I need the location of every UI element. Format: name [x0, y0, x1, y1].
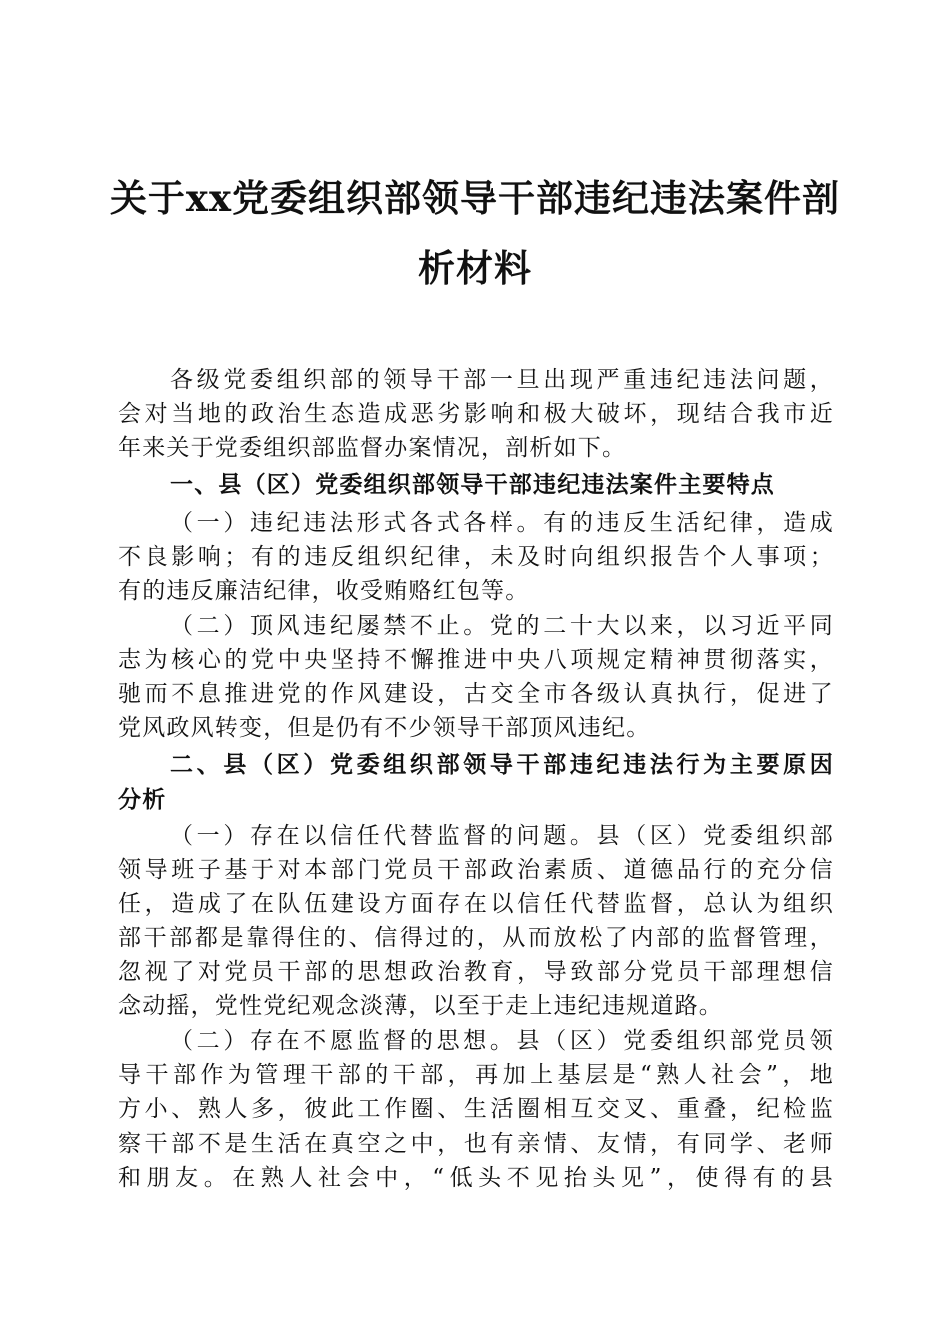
paragraph-line: 有的违反廉洁纪律，收受贿赂红包等。 [118, 578, 530, 604]
section-heading-1: 一、县（区）党委组织部领导干部违纪违法案件主要特点 [170, 472, 775, 498]
paragraph-line: 任，造成了在队伍建设方面存在以信任代替监督，总认为组织 [118, 891, 834, 917]
paragraph-line: 驰而不息推进党的作风建设，古交全市各级认真执行，促进了 [118, 681, 834, 707]
paragraph-line: 各级党委组织部的领导干部一旦出现严重违纪违法问题， [170, 367, 834, 393]
paragraph-line: 导干部作为管理干部的干部，再加上基层是“熟人社会”，地 [118, 1062, 834, 1088]
paragraph-line: 念动摇，党性党纪观念淡薄，以至于走上违纪违规道路。 [118, 993, 723, 1019]
paragraph-line: 部干部都是靠得住的、信得过的，从而放松了内部的监督管理， [118, 925, 834, 951]
paragraph-line: 忽视了对党员干部的思想政治教育，导致部分党员干部理想信 [118, 959, 834, 985]
paragraph-line: 察干部不是生活在真空之中，也有亲情、友情，有同学、老师 [118, 1131, 834, 1157]
paragraph-line: 年来关于党委组织部监督办案情况，剖析如下。 [118, 435, 627, 461]
paragraph-line: 党风政风转变，但是仍有不少领导干部顶风违纪。 [118, 715, 651, 741]
document-title-line-1: 关于xx党委组织部领导干部违纪违法案件剖 [109, 176, 841, 220]
paragraph-line: （二）顶风违纪屡禁不止。党的二十大以来，以习近平同 [170, 613, 834, 639]
paragraph-line: 和朋友。在熟人社会中，“低头不见抬头见”，使得有的县 [118, 1165, 834, 1191]
paragraph-line: （一）违纪违法形式各式各样。有的违反生活纪律，造成 [170, 510, 834, 536]
section-heading-2-cont: 分析 [118, 787, 167, 813]
paragraph-line: （一）存在以信任代替监督的问题。县（区）党委组织部 [170, 823, 834, 849]
paragraph-line: （二）存在不愿监督的思想。县（区）党委组织部党员领 [170, 1028, 834, 1054]
paragraph-line: 领导班子基于对本部门党员干部政治素质、道德品行的充分信 [118, 857, 834, 883]
paragraph-line: 不良影响；有的违反组织纪律，未及时向组织报告个人事项； [118, 544, 834, 570]
paragraph-line: 志为核心的党中央坚持不懈推进中央八项规定精神贯彻落实， [118, 647, 834, 673]
document-title-line-2: 析材料 [418, 246, 532, 290]
paragraph-line: 方小、熟人多，彼此工作圈、生活圈相互交叉、重叠，纪检监 [118, 1096, 834, 1122]
paragraph-line: 会对当地的政治生态造成恶劣影响和极大破坏，现结合我市近 [118, 401, 834, 427]
section-heading-2: 二、县（区）党委组织部领导干部违纪违法行为主要原因 [170, 752, 834, 778]
